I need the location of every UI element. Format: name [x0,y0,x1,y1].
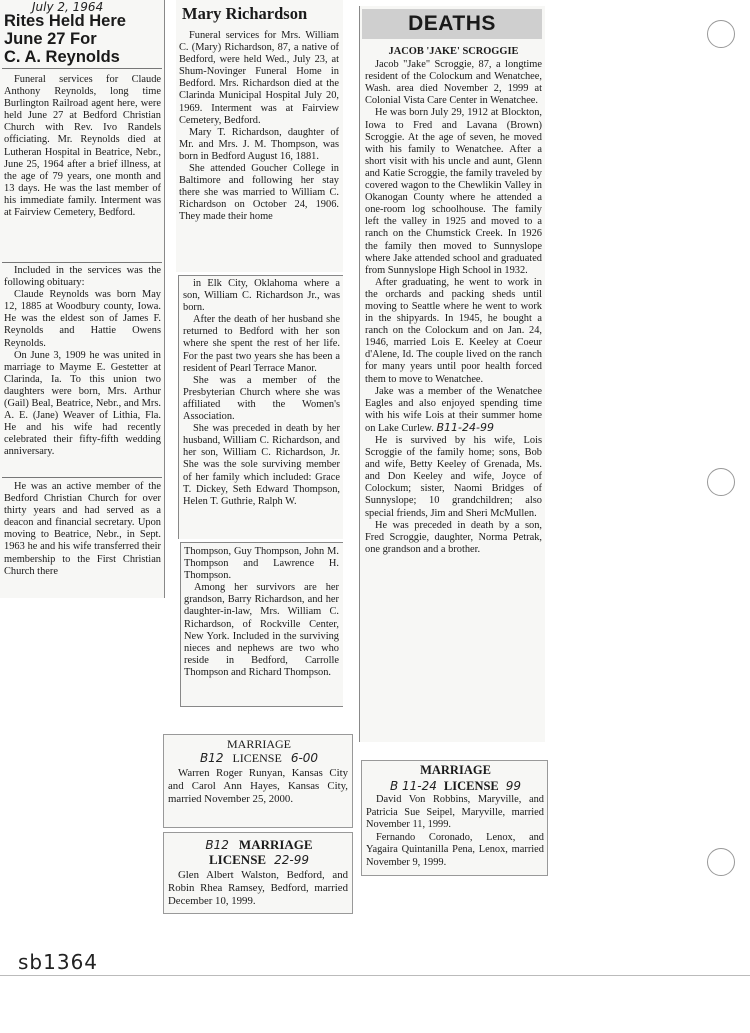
punch-hole [707,20,735,48]
paragraph: Thompson, Guy Thompson, John M. Thompson and Lawrence H. Thompson. [184,546,339,582]
deaths-header: DEATHS [362,9,542,39]
paragraph: She was a member of the Presbyterian Church where she was affiliated with the Women's Association. [183,374,340,423]
obituary-body-3 [184,546,339,679]
headline-line: C. A. Reynolds [4,48,120,66]
paragraph: After the death of her husband she returned to Bedford with her son where she spent the rest of her life. For the past two years she has been a resident of Pearl Terrace Manor. [183,314,340,374]
license-title-row-2 [164,851,354,869]
reynolds-obituary-clipping [0,0,165,598]
paragraph: He was born July 29, 1912 at Blockton, Iowa to Fred and Lavana (Brown) Scroggie. At the age of seven, he moved with his family to Wenatchee. After a short visit with his uncle and aunt, Glenn and Katie Scroggie, the family traveled by covered wagon to the Chewlikin Valley in Okanogan County where he attended a one-room log schoolhouse. The family left the valley in 1925 and moved to a ranch on the Chumstick Creek. In 1926 the family then moved to Sunnyslope where Jake attended school and graduated from Sunnyslope High School in 1932. [365,107,542,276]
obituary-body-3 [4,481,161,578]
paragraph: in Elk City, Oklahoma where a son, William C. Richardson Jr., was born. [183,278,340,314]
marriage-license-clipping [361,760,548,876]
richardson-obituary-clipping [176,0,343,272]
marriage-license-clipping [163,832,353,914]
license-body [366,794,544,869]
paragraph: She attended Goucher College in Baltimore and following her stay there she was married to William C. Richardson on October 24, 1906. They made their home [179,163,339,223]
handwritten-note: 22-99 [274,853,309,867]
handwritten-note: B12 [199,751,224,765]
bottom-rule [0,975,750,976]
punch-hole [707,848,735,876]
paragraph: Funeral services for Claude Anthony Reynolds, long time Burlington Railroad agent here, were held June 27 at Bedford Christian Church with Rev. Ivo Randels officiating. Mr. Reynolds died at Lutheran Hospital in Beatrice, Nebr., June 25, 1964 after a brief illness, at the age of 79 years, one month and 13 days. He was the last member of his immediate family. Interment was at Fairview Cemetery, Bedford. [4,74,161,219]
punch-hole [707,468,735,496]
paragraph: She was preceded in death by her husband, William C. Richardson, and her son, William C. Richardson, Jr. She was the sole surviving member of her family which included: Grace T. Dickey, Seth Edward Thompson, Helen T. Guthrie, Ralph W. [183,423,340,507]
deaths-body [365,46,542,556]
paragraph: After graduating, he went to work in the orchards and packing sheds until moving to Seattle where he went to work in the shipyards. In 1945, he bought a ranch on the Colockum and on Jan. 24, 1946, married Lois E. Keeley at Coeur d'Alene, Id. The couple lived on the ranch for many years until poor health forced them to move to Wenatchee. [365,276,542,385]
handwritten-note: 99 [505,779,522,793]
handwritten-note: B 11-24 [389,779,437,793]
page-id-note: sb1364 [18,950,99,974]
headline-line: June 27 For [4,30,97,48]
obituary-body-2 [4,265,161,459]
obituary-headline: Mary Richardson [182,4,308,23]
obituary-body-2 [183,278,340,508]
paragraph: He was preceded in death by a son, Fred Scroggie, daughter, Norma Petrak, one grandson and a brother. [365,519,542,555]
license-title: MARRIAGE [420,763,491,777]
paragraph: Jake was a member of the Wenatchee Eagles and also enjoyed spending time with his wife Lois at their summer home on Lake Curlew. B11-24-99 [365,385,542,434]
paragraph: Included in the services was the following obituary: [4,265,161,289]
paragraph: David Von Robbins, Maryville, and Patricia Sue Seipel, Maryville, married November 11, 1999. [366,794,544,830]
deaths-subhead: JACOB 'JAKE' SCROGGIE [388,46,519,57]
license-title-2: LICENSE [209,852,267,867]
license-body: Warren Roger Runyan, Kansas City and Carol Ann Hayes, Kansas City, married November 25, 2000. [168,767,348,805]
paragraph: Fernando Coronado, Lenox, and Yagaira Quintanilla Pena, Lenox, married November 9, 1999. [366,831,544,868]
handwritten-note: B12 [205,838,229,852]
paragraph: Among her survivors are her grandson, Barry Richardson, and her daughter-in-law, Mrs. William C. Richardson, of Rockville Center, New York. Included in the surviving nieces and nephews are two who reside in Bedford, Carrolle Thompson and Richard Thompson. [184,582,339,678]
license-title-1: MARRIAGE [238,837,313,852]
marriage-license-clipping [163,734,353,828]
paragraph: Funeral services for Mrs. William C. (Mary) Richardson, 87, a native of Bedford, were held Wed., July 23, at Shum-Novinger Funeral Home in Bedford. Mrs. Richardson died at the Clarinda Municipal Hospital July 20, 1969. Interment was at Fairview Cemetery, Bedford. [179,30,339,126]
headline-line: Rites Held Here [4,12,126,30]
license-title: MARRIAGE [226,737,291,751]
license-title-2: LICENSE [443,779,499,793]
paragraph: Claude Reynolds was born May 12, 1885 at Woodbury county, Iowa. He was the eldest son of James F. Reynolds and Hattie Owens Reynolds. [4,289,161,349]
license-title-2: LICENSE [232,751,282,765]
deaths-clipping [359,6,545,742]
handwritten-note: 6-00 [290,751,319,765]
handwritten-note: B11-24-99 [436,420,494,434]
obituary-body [179,30,339,224]
license-title-row [362,777,549,795]
paragraph: He is survived by his wife, Lois Scroggie of the family home; sons, Bob and wife, Betty Keeley of Grenada, Ms. and Don Keeley and wife, Joyce of Colockum; sister, Naomi Bridges of Sunnyslope; 10 grandchildren; also special friends, Jim and Sheri McMullen. [365,435,542,519]
paragraph: On June 3, 1909 he was united in marriage to Mayme E. Gestetter at Clarinda, Ia. To this union two daughters were born, Mrs. Arthur (Gail) Beal, Beatrice, Nebr., and Mrs. A. E. (Jane) Weaver of Lithia, Fla. He and his wife had recently celebrated their fifty-fifth wedding anniversary. [4,349,161,458]
license-body: Glen Albert Walston, Bedford, and Robin Rhea Ramsey, Bedford, married December 10, 1999. [168,869,348,907]
richardson-obituary-final [180,542,343,707]
richardson-obituary-continued [178,275,343,539]
paragraph: Jacob "Jake" Scroggie, 87, a longtime resident of the Colockum and Wenatchee, Wash. area died November 2, 1999 at Colonial Vista Care Center in Wenatchee. [365,59,542,107]
paragraph: He was an active member of the Bedford Christian Church for over thirty years and had served as a deacon and financial secretary. Upon moving to Beatrice, Nebr., in Sept. 1963 he and his wife transferred their membership to the First Christian Church there [4,481,161,577]
paragraph: Mary T. Richardson, daughter of Mr. and Mrs. J. M. Thompson, was born in Bedford August 16, 1881. [179,126,339,162]
handwritten-date: July 2, 1964 [32,0,104,14]
obituary-body [4,74,161,219]
obituary-headline [4,12,162,66]
license-title-row [164,751,354,766]
